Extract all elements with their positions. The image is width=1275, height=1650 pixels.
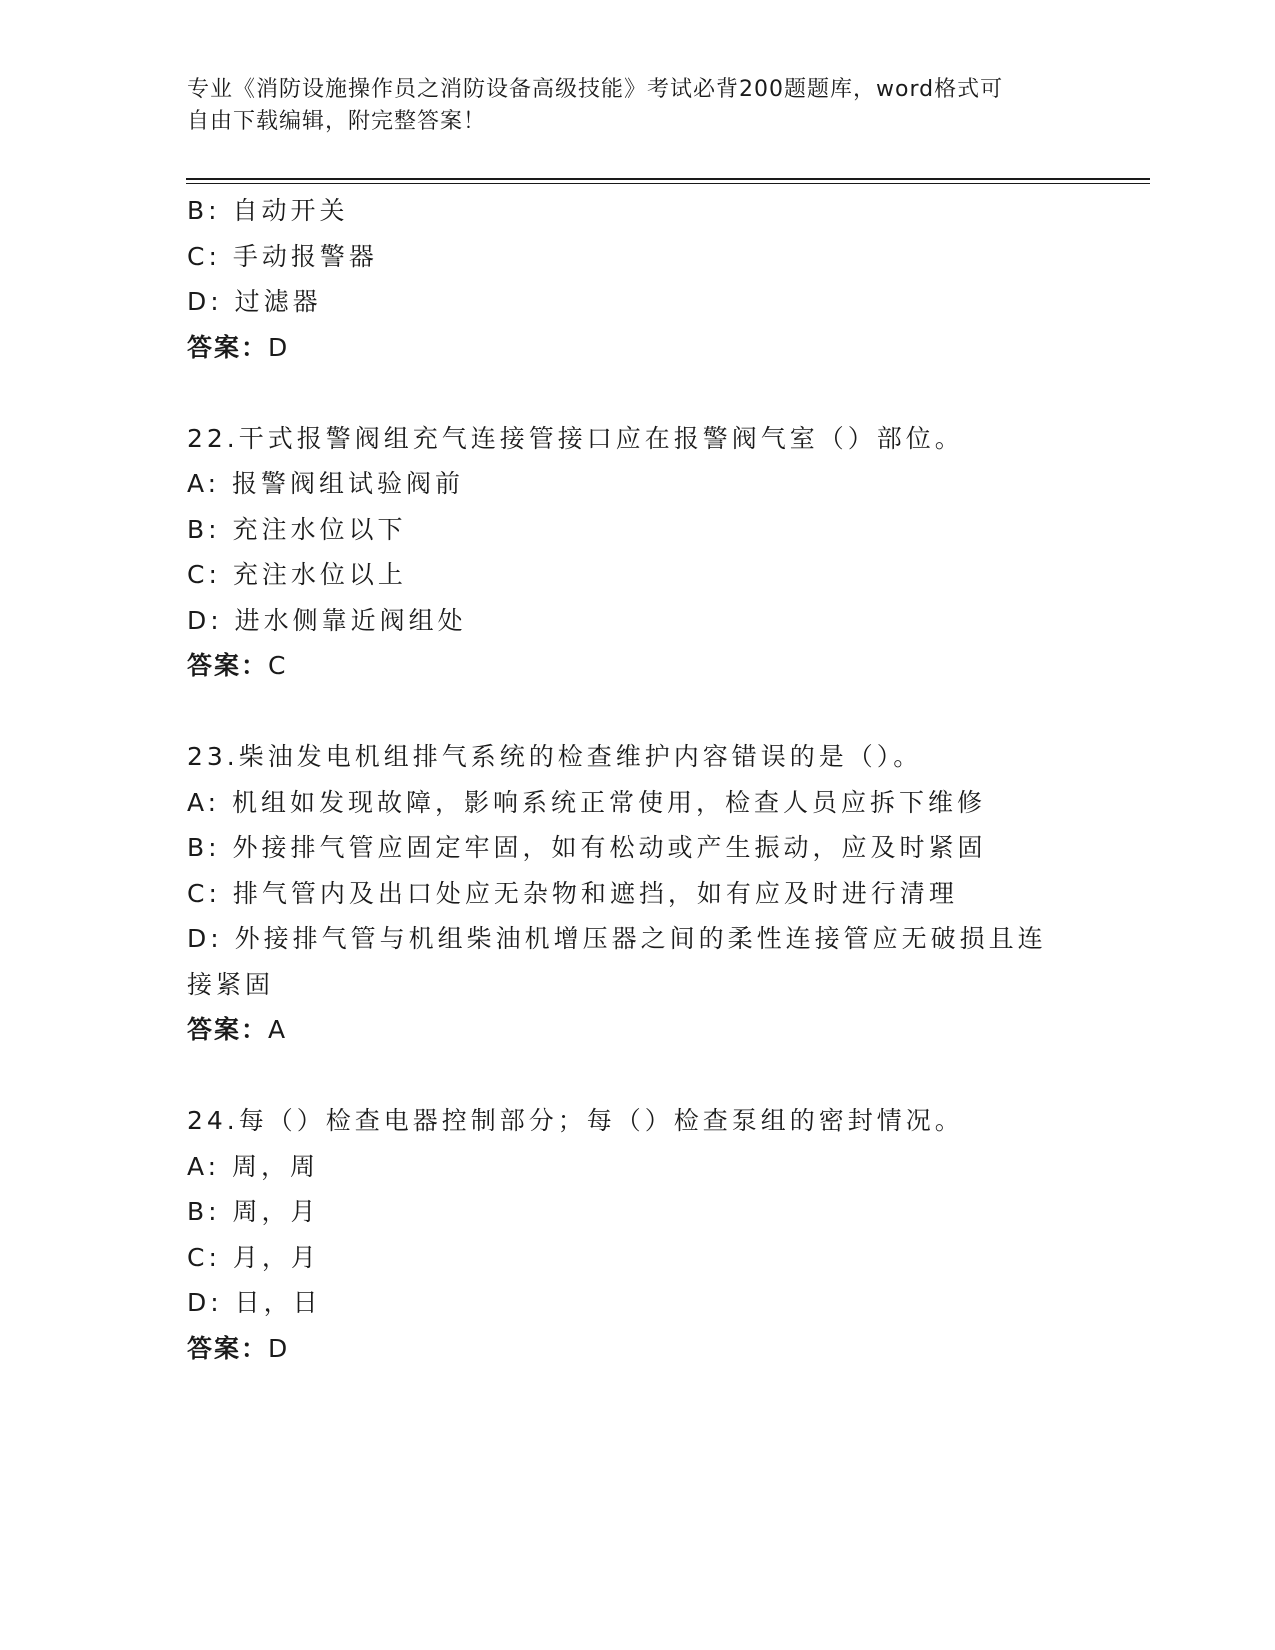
answer-line: 答案：A: [187, 1015, 288, 1044]
header-line-2: 自由下载编辑，附完整答案！: [187, 109, 487, 134]
document-header: [187, 74, 1067, 138]
option-c: C: 排气管内及出口处应无杂物和遮挡，如有应及时进行清理: [187, 878, 958, 908]
question-stem: 23.柴油发电机组排气系统的检查维护内容错误的是（）。: [187, 742, 923, 771]
option-b: B: 外接排气管应固定牢固，如有松动或产生振动，应及时紧固: [187, 833, 987, 862]
option-d: D: 过滤器: [187, 287, 322, 316]
header-divider-thick: [186, 178, 1150, 180]
spacer: [187, 1053, 1087, 1099]
option-c: C: 手动报警器: [187, 241, 378, 271]
spacer: [187, 689, 1087, 735]
question-content: [187, 188, 1087, 1371]
option-d: D: 外接排气管与机组柴油机增压器之间的柔性连接管应无破损且连接紧固: [187, 924, 1047, 999]
question-23: [187, 734, 1087, 1053]
option-a: A: 机组如发现故障，影响系统正常使用，检查人员应拆下维修: [187, 787, 987, 817]
header-divider-thin: [186, 183, 1150, 184]
answer-line: 答案：D: [187, 1333, 290, 1363]
option-d: D: 进水侧靠近阀组处: [187, 605, 467, 635]
question-stem: 22.干式报警阀组充气连接管接口应在报警阀气室（）部位。: [187, 423, 964, 453]
option-b: B: 自动开关: [187, 196, 349, 225]
question-24: [187, 1098, 1087, 1371]
option-c: C: 月，月: [187, 1242, 320, 1272]
option-b: B: 充注水位以下: [187, 514, 407, 544]
option-a: A: 周，周: [187, 1151, 320, 1181]
header-line-1: 专业《消防设施操作员之消防设备高级技能》考试必背200题题库，word格式可: [187, 77, 1004, 102]
answer-line: 答案：C: [187, 651, 288, 680]
option-b: B: 周，月: [187, 1197, 320, 1226]
option-c: C: 充注水位以上: [187, 560, 407, 589]
answer-line: 答案：D: [187, 332, 290, 362]
question-stem: 24.每（）检查电器控制部分；每（）检查泵组的密封情况。: [187, 1106, 964, 1135]
option-d: D: 日，日: [187, 1288, 322, 1317]
question-22: [187, 416, 1087, 689]
question-21-tail: [187, 188, 1087, 370]
option-a: A: 报警阀组试验阀前: [187, 469, 465, 498]
spacer: [187, 370, 1087, 416]
